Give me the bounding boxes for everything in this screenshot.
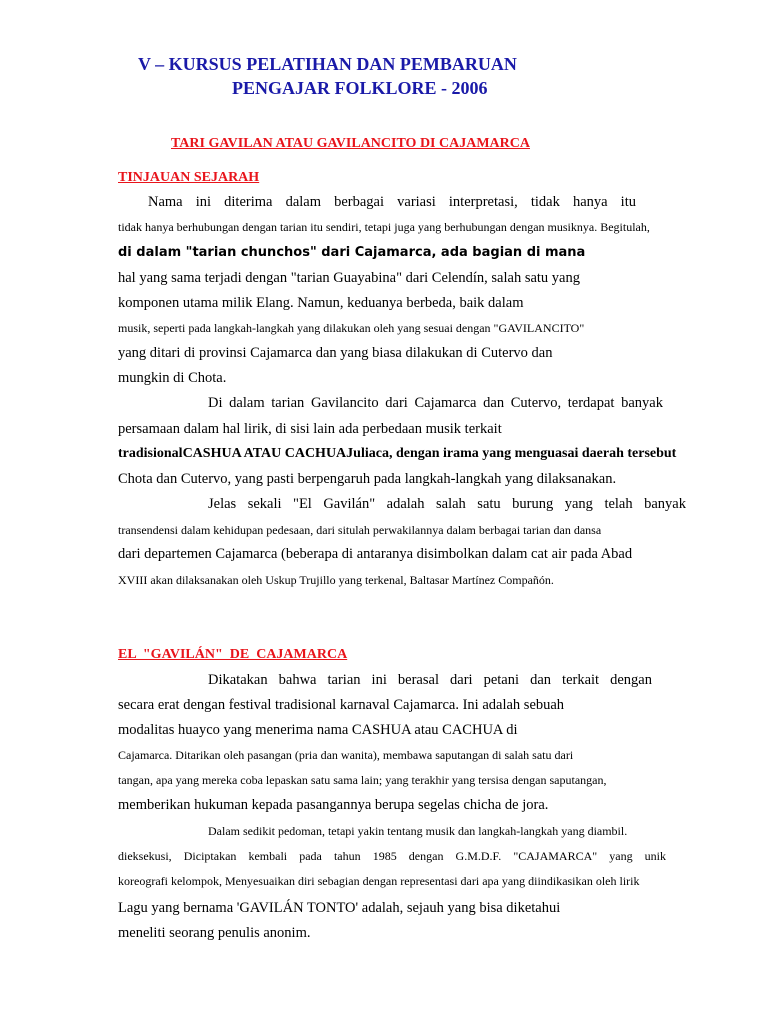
paragraph-line: Jelas sekali "El Gavilán" adalah salah satu burung yang telah banyak: [208, 496, 686, 512]
paragraph-line: persamaan dalam hal lirik, di sisi lain ada perbedaan musik terkait: [118, 421, 502, 437]
paragraph-line: dieksekusi, Diciptakan kembali pada tahun 1985 dengan G.M.D.F. "CAJAMARCA" yang unik: [118, 849, 666, 863]
paragraph-line: meneliti seorang penulis anonim.: [118, 925, 311, 941]
paragraph-line: di dalam "tarian chunchos" dari Cajamarca, ada bagian di mana: [118, 245, 586, 260]
subtitle: TARI GAVILAN ATAU GAVILANCITO DI CAJAMARCA: [171, 136, 530, 151]
paragraph-line: memberikan hukuman kepada pasangannya berupa segelas chicha de jora.: [118, 797, 549, 813]
paragraph-line: musik, seperti pada langkah-langkah yang dilakukan oleh yang sesuai dengan "GAVILANCITO": [118, 321, 585, 335]
paragraph-line: mungkin di Chota.: [118, 370, 227, 386]
paragraph-line: koreografi kelompok, Menyesuaikan diri sebagian dengan representasi dari apa yang diindikasikan oleh lirik: [118, 874, 640, 888]
paragraph-line: dari departemen Cajamarca (beberapa di antaranya disimbolkan dalam cat air pada Abad: [118, 546, 633, 562]
title-line-2: PENGAJAR FOLKLORE - 2006: [232, 78, 488, 98]
paragraph-line: Chota dan Cutervo, yang pasti berpengaruh pada langkah-langkah yang dilaksanakan.: [118, 471, 617, 487]
paragraph-line: Cajamarca. Ditarikan oleh pasangan (pria dan wanita), membawa saputangan di salah satu dari: [118, 748, 574, 762]
section-heading-el-gavilan: EL "GAVILÁN" DE CAJAMARCA: [118, 647, 348, 662]
paragraph-line: Dikatakan bahwa tarian ini berasal dari petani dan terkait dengan: [208, 672, 652, 688]
paragraph-line: yang ditari di provinsi Cajamarca dan yang biasa dilakukan di Cutervo dan: [118, 345, 553, 361]
paragraph-line: Lagu yang bernama 'GAVILÁN TONTO' adalah, sejauh yang bisa diketahui: [118, 900, 561, 916]
section-heading-tinjauan-sejarah: TINJAUAN SEJARAH: [118, 170, 260, 185]
paragraph-line: XVIII akan dilaksanakan oleh Uskup Trujillo yang terkenal, Baltasar Martínez Compañón.: [118, 573, 554, 587]
paragraph-line: komponen utama milik Elang. Namun, keduanya berbeda, baik dalam: [118, 295, 524, 311]
paragraph-line: tangan, apa yang mereka coba lepaskan satu sama lain; yang terakhir yang tersisa dengan saputangan,: [118, 773, 607, 787]
title-line-1: V – KURSUS PELATIHAN DAN PEMBARUAN: [138, 54, 517, 74]
paragraph-line: tradisionalCASHUA ATAU CACHUAJuliaca, dengan irama yang menguasai daerah tersebut: [118, 446, 677, 461]
paragraph-line: Nama ini diterima dalam berbagai variasi interpretasi, tidak hanya itu: [148, 194, 636, 210]
paragraph-line: modalitas huayco yang menerima nama CASHUA atau CACHUA di: [118, 722, 518, 738]
paragraph-line: hal yang sama terjadi dengan "tarian Guayabina" dari Celendín, salah satu yang: [118, 270, 580, 286]
paragraph-line: tidak hanya berhubungan dengan tarian itu sendiri, tetapi juga yang berhubungan dengan musiknya. Begitulah,: [118, 220, 650, 234]
paragraph-line: transendensi dalam kehidupan pedesaan, dari situlah perwakilannya dalam berbagai tarian dan dansa: [118, 523, 602, 537]
paragraph-line: Dalam sedikit pedoman, tetapi yakin tentang musik dan langkah-langkah yang diambil.: [208, 824, 628, 838]
paragraph-line: secara erat dengan festival tradisional karnaval Cajamarca. Ini adalah sebuah: [118, 697, 565, 713]
paragraph-line: Di dalam tarian Gavilancito dari Cajamarca dan Cutervo, terdapat banyak: [208, 395, 663, 411]
